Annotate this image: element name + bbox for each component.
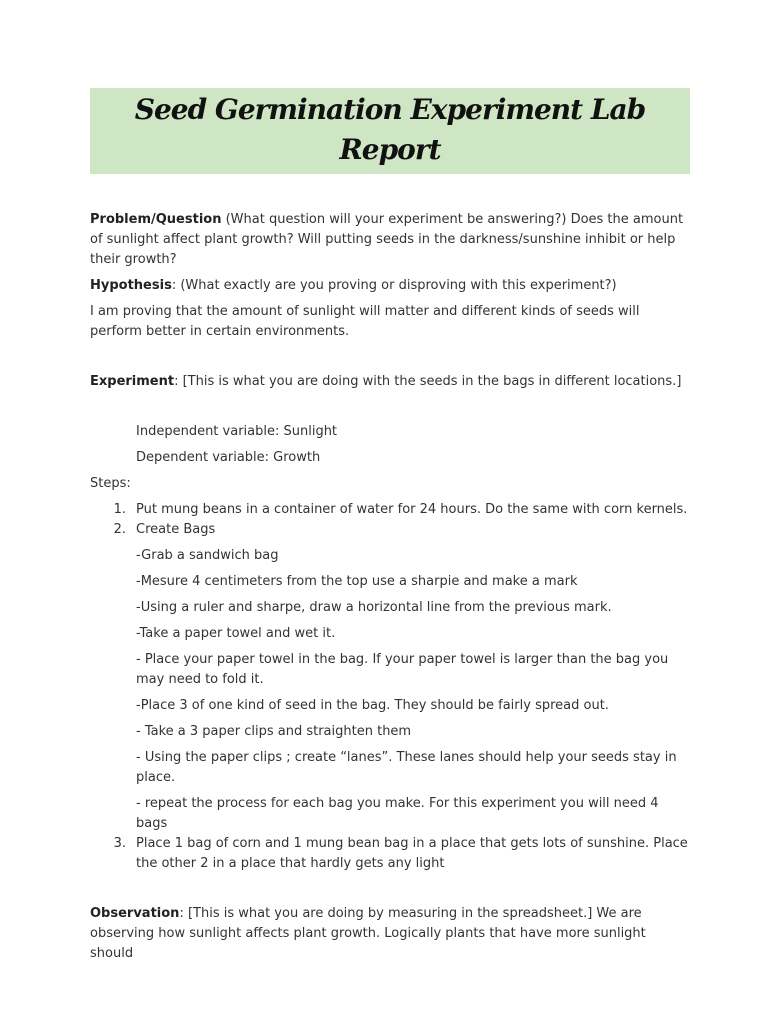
observation-paragraph xyxy=(90,904,690,964)
list-item xyxy=(90,520,690,540)
list-item: - repeat the process for each bag you make. For this experiment you will need 4 bags xyxy=(136,796,659,831)
steps-list xyxy=(90,500,690,874)
hypothesis-prompt: : (What exactly are you proving or disproving with this experiment?) xyxy=(171,278,617,293)
observation-label: Observation xyxy=(90,906,180,921)
list-item xyxy=(90,834,690,874)
list-item xyxy=(90,500,690,520)
step-number: 3. xyxy=(113,836,126,851)
list-item: - Using the paper clips ; create “lanes”. These lanes should help your seeds stay in place. xyxy=(136,750,677,785)
experiment-label: Experiment xyxy=(90,374,175,389)
dependent-variable: Dependent variable: Growth xyxy=(136,450,321,465)
problem-paragraph xyxy=(90,210,690,270)
hypothesis-body: I am proving that the amount of sunlight will matter and different kinds of seeds will perform better in certain environments. xyxy=(90,304,640,339)
document-page xyxy=(90,88,690,964)
title-wrapper xyxy=(90,88,690,174)
independent-variable: Independent variable: Sunlight xyxy=(136,424,338,439)
substeps-list xyxy=(90,546,690,834)
list-item: -Using a ruler and sharpe, draw a horizontal line from the previous mark. xyxy=(136,600,612,615)
step-number: 2. xyxy=(113,522,126,537)
list-item: -Place 3 of one kind of seed in the bag. They should be fairly spread out. xyxy=(136,698,609,713)
step-number: 1. xyxy=(113,502,126,517)
hypothesis-paragraph xyxy=(90,276,690,296)
list-item: - Take a 3 paper clips and straighten them xyxy=(136,724,412,739)
variables-block xyxy=(90,422,690,468)
step-text: Create Bags xyxy=(136,522,216,537)
steps-label: Steps: xyxy=(90,476,131,491)
step-text: Put mung beans in a container of water for 24 hours. Do the same with corn kernels. xyxy=(136,502,688,517)
problem-text: (What question will your experiment be answering?) Does the amount of sunlight affect plant growth? Will putting seeds in the darkness/sunshine inhibit or help their growth? xyxy=(90,212,684,267)
experiment-text: : [This is what you are doing with the seeds in the bags in different locations.] xyxy=(174,374,682,389)
list-item: -Mesure 4 centimeters from the top use a sharpie and make a mark xyxy=(136,574,578,589)
hypothesis-label: Hypothesis xyxy=(90,278,172,293)
list-item: -Grab a sandwich bag xyxy=(136,548,279,563)
list-item: - Place your paper towel in the bag. If your paper towel is larger than the bag you may need to fold it. xyxy=(136,652,669,687)
problem-label: Problem/Question xyxy=(90,212,222,227)
experiment-paragraph xyxy=(90,372,690,392)
step-text: Place 1 bag of corn and 1 mung bean bag in a place that gets lots of sunshine. Place the other 2 in a place that hardly gets any light xyxy=(136,836,688,871)
document-title: Seed Germination Experiment Lab Report xyxy=(90,88,690,174)
list-item: -Take a paper towel and wet it. xyxy=(136,626,336,641)
observation-text: : [This is what you are doing by measuring in the spreadsheet.] We are observing how sunlight affects plant growth. Logically plants that have more sunlight should xyxy=(90,906,646,961)
